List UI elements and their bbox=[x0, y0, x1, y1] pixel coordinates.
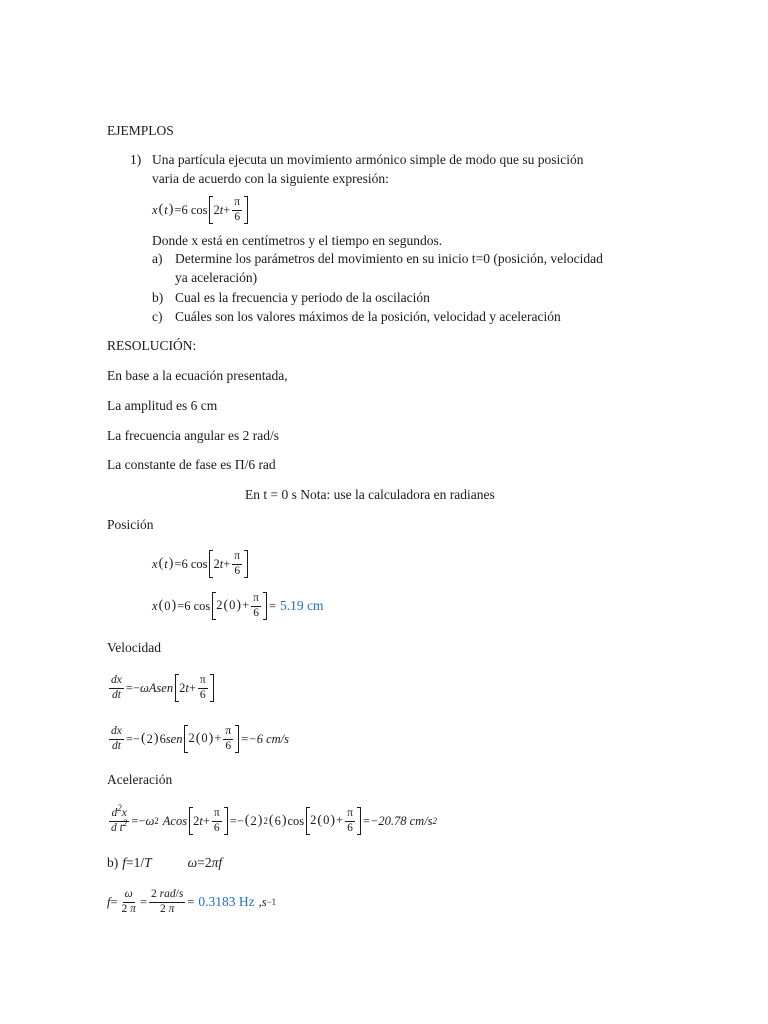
part-b-label: b) bbox=[107, 855, 119, 870]
acceleration-result: −20.78 cm/s bbox=[369, 813, 433, 828]
section-position-title: Posición bbox=[107, 517, 154, 532]
item-a-marker: a) bbox=[152, 251, 163, 266]
equation-velocity-at-zero: $\frac{dx}{dt}$ =− ( 2 ) 6 sen 2(0)+ $\frac{\pi}{6}$ = −6 cm/s bbox=[111, 725, 289, 752]
phase-constant-line: La constante de fase es Π/6 rad bbox=[107, 457, 276, 472]
item-a-line2: ya aceleración) bbox=[175, 270, 258, 285]
resolution-intro: En base a la ecuación presentada, bbox=[107, 368, 288, 383]
equation-acceleration: $\frac{d^2x}{d t^2}$ =− ω 2 Acos 2t+ $\frac{\pi}{6}$ =− ( 2 ) 2 ( 6 ) cos 2(0)+ $\frac{\pi}{6}$ = −20.78 cm/s 2 bbox=[111, 803, 438, 834]
problem-statement-line2: varia de acuerdo con la siguiente expresión: bbox=[152, 171, 389, 186]
angular-frequency-line: La frecuencia angular es 2 rad/s bbox=[107, 428, 280, 443]
section-acceleration-title: Aceleración bbox=[107, 772, 173, 787]
equation-position-definition: x ( t ) =6 cos 2t+ $\frac{\pi}{6}$ bbox=[152, 192, 250, 228]
equation-velocity: $\frac{dx}{dt}$ =− ωAsen 2t+ $\frac{\pi}{6}$ bbox=[107, 669, 216, 707]
calculator-note: En t = 0 s Nota: use la calculadora en radianes bbox=[245, 487, 495, 502]
equation-frequency-period: b) f =1/ T ω =2 πf bbox=[107, 855, 223, 870]
heading-ejemplos: EJEMPLOS bbox=[107, 123, 174, 138]
amplitude-line: La amplitud es 6 cm bbox=[107, 398, 218, 413]
equation-position: x ( t ) =6 cos 2t+ $\frac{\pi}{6}$ bbox=[152, 546, 250, 582]
item-c-marker: c) bbox=[152, 309, 163, 324]
item-c-line1: Cuáles son los valores máximos de la posición, velocidad y aceleración bbox=[175, 309, 561, 324]
equation-position-at-zero: x ( 0 ) =6 cos 2(0)+ $\frac{\pi}{6}$ = 5.19 cm bbox=[152, 592, 324, 619]
velocity-result: −6 cm/s bbox=[248, 731, 289, 746]
position-result: 5.19 cm bbox=[280, 598, 324, 613]
item-b-line1: Cual es la frecuencia y periodo de la oscilación bbox=[175, 290, 430, 305]
equation-frequency-value: f = $\frac{\omega}{2 \pi}$ = $\frac{\text{2 rad/s}}{2 \pi}$ = 0.3183 Hz , s −1 bbox=[107, 888, 277, 915]
problem-statement-line1: Una partícula ejecuta un movimiento armónico simple de modo que su posición bbox=[152, 152, 584, 167]
item-b-marker: b) bbox=[152, 290, 164, 305]
problem-number: 1) bbox=[130, 152, 142, 167]
resolution-heading: RESOLUCIÓN: bbox=[107, 338, 197, 353]
frequency-result: 0.3183 Hz bbox=[198, 894, 255, 909]
section-velocity-title: Velocidad bbox=[107, 640, 161, 655]
item-a-line1: Determine los parámetros del movimiento en su inicio t=0 (posición, velocidad bbox=[175, 251, 603, 266]
units-note: Donde x está en centímetros y el tiempo en segundos. bbox=[152, 233, 443, 248]
